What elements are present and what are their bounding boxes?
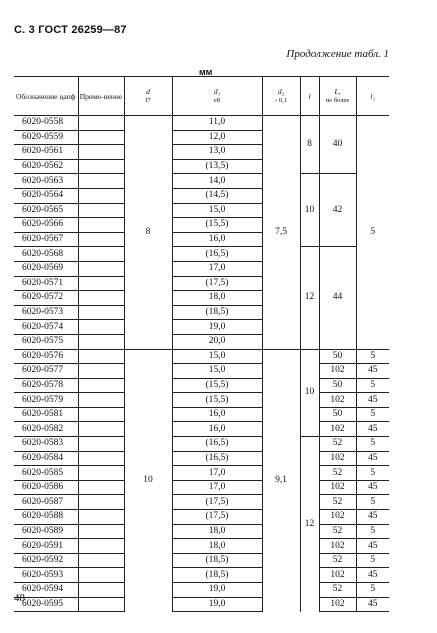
table-row — [14, 466, 389, 481]
cell-note — [78, 597, 124, 612]
cell-d1: 15,0 — [172, 203, 262, 218]
cell-d1: 14,0 — [172, 174, 262, 189]
cell-note — [78, 480, 124, 495]
cell-designation: 6020-0579 — [14, 393, 78, 408]
cell-d1: (16,5) — [172, 451, 262, 466]
cell-note — [78, 159, 124, 174]
cell-d1: 12,0 — [172, 130, 262, 145]
col-l1: l₁ — [356, 77, 389, 116]
cell-note — [78, 320, 124, 335]
cell-L: 50 — [319, 349, 356, 364]
cell-L: 102 — [319, 393, 356, 408]
cell-L: 102 — [319, 480, 356, 495]
cell-d1: 18,0 — [172, 539, 262, 554]
page-number: 48 — [14, 592, 25, 604]
cell-designation: 6020-0576 — [14, 349, 78, 364]
cell-L: 52 — [319, 466, 356, 481]
table-row — [14, 524, 389, 539]
cell-d1: 19,0 — [172, 597, 262, 612]
cell-note — [78, 116, 124, 131]
cell-designation: 6020-0585 — [14, 466, 78, 481]
cell-note — [78, 495, 124, 510]
cell-designation: 6020-0569 — [14, 261, 78, 276]
cell-note — [78, 466, 124, 481]
cell-d1: (15,5) — [172, 218, 262, 233]
cell-d1: (13,5) — [172, 159, 262, 174]
cell-designation: 6020-0594 — [14, 583, 78, 598]
cell-designation: 6020-0584 — [14, 451, 78, 466]
table-row — [14, 116, 389, 131]
cell-L: 102 — [319, 568, 356, 583]
cell-d1: 16,0 — [172, 232, 262, 247]
cell-note — [78, 334, 124, 349]
table-body — [14, 116, 389, 612]
cell-note — [78, 568, 124, 583]
cell-d1: (16,5) — [172, 247, 262, 262]
cell-d1: (15,5) — [172, 393, 262, 408]
cell-d1: (17,5) — [172, 276, 262, 291]
cell-note — [78, 378, 124, 393]
cell-d2: 7,5 — [262, 116, 300, 350]
col-l: l — [300, 77, 319, 116]
cell-d1: 18,0 — [172, 291, 262, 306]
cell-note — [78, 276, 124, 291]
cell-note — [78, 291, 124, 306]
units-label: мм — [199, 67, 213, 77]
cell-note — [78, 437, 124, 452]
cell-note — [78, 510, 124, 525]
cell-designation: 6020-0593 — [14, 568, 78, 583]
cell-d1: 17,0 — [172, 466, 262, 481]
cell-note — [78, 218, 124, 233]
table-row — [14, 451, 389, 466]
cell-l1: 45 — [356, 539, 389, 554]
cell-note — [78, 407, 124, 422]
table-row — [14, 510, 389, 525]
cell-d: 10 — [124, 349, 172, 612]
table-row — [14, 495, 389, 510]
cell-d2: 9,1 — [262, 349, 300, 612]
cell-d1: (17,5) — [172, 495, 262, 510]
cell-note — [78, 364, 124, 379]
cell-d1: 11,0 — [172, 116, 262, 131]
cell-d1: 19,0 — [172, 583, 262, 598]
cell-designation: 6020-0583 — [14, 437, 78, 452]
cell-l1: 45 — [356, 597, 389, 612]
cell-designation: 6020-0566 — [14, 218, 78, 233]
cell-d1: 13,0 — [172, 145, 262, 160]
cell-d1: (18,5) — [172, 553, 262, 568]
cell-l1: 5 — [356, 407, 389, 422]
col-L: L, не более — [319, 77, 356, 116]
table-row — [14, 247, 389, 262]
cell-l1: 45 — [356, 393, 389, 408]
cell-d1: (18,5) — [172, 305, 262, 320]
table-row — [14, 553, 389, 568]
cell-l: 8 — [300, 116, 319, 174]
cell-d1: 16,0 — [172, 407, 262, 422]
col-d: d f7 — [124, 77, 172, 116]
cell-designation: 6020-0587 — [14, 495, 78, 510]
cell-l1: 45 — [356, 480, 389, 495]
table-row — [14, 407, 389, 422]
cell-l: 12 — [300, 247, 319, 349]
cell-note — [78, 145, 124, 160]
cell-L: 52 — [319, 524, 356, 539]
cell-note — [78, 203, 124, 218]
cell-l1: 5 — [356, 583, 389, 598]
col-designation: Обозначение цапф — [14, 77, 78, 116]
cell-note — [78, 261, 124, 276]
cell-d1: (16,5) — [172, 437, 262, 452]
cell-L: 44 — [319, 247, 356, 349]
table-row — [14, 568, 389, 583]
cell-L: 102 — [319, 597, 356, 612]
cell-designation: 6020-0578 — [14, 378, 78, 393]
table-row — [14, 437, 389, 452]
table-row — [14, 597, 389, 612]
cell-l: 12 — [300, 437, 319, 612]
table-row — [14, 539, 389, 554]
cell-designation: 6020-0588 — [14, 510, 78, 525]
dimensions-table — [14, 76, 389, 612]
cell-designation: 6020-0567 — [14, 232, 78, 247]
table-row — [14, 364, 389, 379]
cell-L: 52 — [319, 583, 356, 598]
table-row — [14, 393, 389, 408]
table-row — [14, 480, 389, 495]
table-row — [14, 378, 389, 393]
page-header: С. 3 ГОСТ 26259—87 — [14, 24, 127, 36]
cell-designation: 6020-0592 — [14, 553, 78, 568]
cell-designation: 6020-0571 — [14, 276, 78, 291]
cell-note — [78, 539, 124, 554]
cell-l1: 45 — [356, 451, 389, 466]
cell-designation: 6020-0573 — [14, 305, 78, 320]
cell-l1: 5 — [356, 495, 389, 510]
cell-note — [78, 247, 124, 262]
cell-l1: 5 — [356, 349, 389, 364]
cell-note — [78, 130, 124, 145]
table-row — [14, 349, 389, 364]
cell-l1: 5 — [356, 116, 389, 350]
cell-d1: (15,5) — [172, 378, 262, 393]
cell-l1: 45 — [356, 422, 389, 437]
cell-designation: 6020-0581 — [14, 407, 78, 422]
table-row — [14, 583, 389, 598]
cell-L: 102 — [319, 364, 356, 379]
cell-d1: 16,0 — [172, 422, 262, 437]
cell-note — [78, 524, 124, 539]
cell-l1: 45 — [356, 510, 389, 525]
cell-d: 8 — [124, 116, 172, 350]
cell-designation: 6020-0586 — [14, 480, 78, 495]
cell-d1: 20,0 — [172, 334, 262, 349]
cell-l1: 5 — [356, 378, 389, 393]
cell-note — [78, 422, 124, 437]
cell-designation: 6020-0562 — [14, 159, 78, 174]
cell-l1: 5 — [356, 553, 389, 568]
cell-designation: 6020-0589 — [14, 524, 78, 539]
cell-l1: 5 — [356, 524, 389, 539]
col-d1: d₁ e8 — [172, 77, 262, 116]
table-continuation-caption: Продолжение табл. 1 — [286, 48, 389, 60]
cell-note — [78, 349, 124, 364]
cell-L: 102 — [319, 539, 356, 554]
cell-d1: 15,0 — [172, 364, 262, 379]
col-note: Приме-нение — [78, 77, 124, 116]
cell-l: 10 — [300, 349, 319, 437]
cell-L: 42 — [319, 174, 356, 247]
cell-L: 102 — [319, 510, 356, 525]
table-row — [14, 174, 389, 189]
cell-d1: 19,0 — [172, 320, 262, 335]
table-row — [14, 422, 389, 437]
cell-designation: 6020-0577 — [14, 364, 78, 379]
cell-note — [78, 232, 124, 247]
cell-note — [78, 174, 124, 189]
cell-d1: (14,5) — [172, 188, 262, 203]
cell-designation: 6020-0591 — [14, 539, 78, 554]
cell-l1: 5 — [356, 466, 389, 481]
cell-l: 10 — [300, 174, 319, 247]
cell-d1: (17,5) — [172, 510, 262, 525]
cell-designation: 6020-0572 — [14, 291, 78, 306]
cell-L: 52 — [319, 437, 356, 452]
cell-designation: 6020-0582 — [14, 422, 78, 437]
col-d2: d₂ - 0,1 — [262, 77, 300, 116]
cell-designation: 6020-0575 — [14, 334, 78, 349]
cell-designation: 6020-0564 — [14, 188, 78, 203]
cell-designation: 6020-0565 — [14, 203, 78, 218]
cell-designation: 6020-0559 — [14, 130, 78, 145]
cell-designation: 6020-0568 — [14, 247, 78, 262]
cell-L: 52 — [319, 553, 356, 568]
cell-designation: 6020-0561 — [14, 145, 78, 160]
cell-d1: 17,0 — [172, 261, 262, 276]
cell-note — [78, 451, 124, 466]
cell-note — [78, 583, 124, 598]
cell-note — [78, 188, 124, 203]
cell-designation: 6020-0563 — [14, 174, 78, 189]
cell-note — [78, 305, 124, 320]
cell-d1: 15,0 — [172, 349, 262, 364]
cell-designation: 6020-0595 — [14, 597, 78, 612]
cell-l1: 45 — [356, 364, 389, 379]
cell-L: 50 — [319, 407, 356, 422]
cell-designation: 6020-0558 — [14, 116, 78, 131]
cell-designation: 6020-0574 — [14, 320, 78, 335]
cell-l1: 5 — [356, 437, 389, 452]
cell-l1: 45 — [356, 568, 389, 583]
cell-note — [78, 553, 124, 568]
cell-L: 50 — [319, 378, 356, 393]
cell-d1: 17,0 — [172, 480, 262, 495]
cell-L: 52 — [319, 495, 356, 510]
cell-L: 102 — [319, 451, 356, 466]
cell-d1: (18,5) — [172, 568, 262, 583]
cell-L: 40 — [319, 116, 356, 174]
cell-L: 102 — [319, 422, 356, 437]
cell-note — [78, 393, 124, 408]
cell-d1: 18,0 — [172, 524, 262, 539]
